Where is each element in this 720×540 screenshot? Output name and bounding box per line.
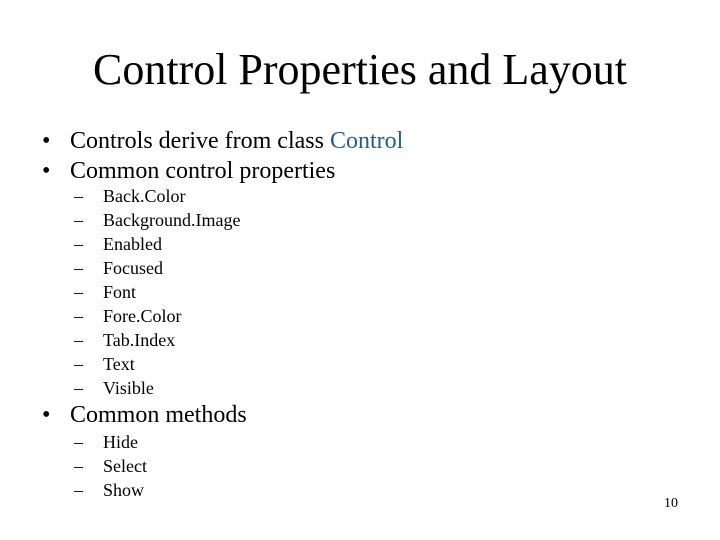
property-item	[74, 352, 135, 376]
dash-glyph: –	[74, 378, 83, 398]
property-item	[74, 232, 162, 256]
property-label: Tab.Index	[103, 330, 176, 350]
bullet-text: Controls derive from class	[70, 128, 330, 154]
property-item	[74, 280, 136, 304]
slide-title: Control Properties and Layout	[92, 45, 627, 94]
property-item	[74, 328, 175, 352]
property-label: Fore.Color	[103, 306, 182, 326]
dash-glyph: –	[74, 330, 83, 350]
property-label: Focused	[103, 258, 163, 278]
property-label: Back.Color	[103, 186, 186, 206]
dash-glyph: –	[74, 234, 83, 254]
dash-glyph: –	[74, 432, 83, 452]
method-item	[74, 454, 147, 478]
bullet-glyph: •	[42, 402, 51, 428]
dash-glyph: –	[74, 210, 83, 230]
bullet-common-properties	[42, 157, 335, 185]
property-label: Font	[103, 282, 137, 302]
bullet-common-methods	[42, 401, 247, 429]
bullet-glyph: •	[42, 158, 51, 184]
property-label: Visible	[103, 378, 154, 398]
bullet-text: Common methods	[70, 402, 247, 428]
method-label: Show	[103, 480, 145, 500]
bullet-controls-derive	[42, 127, 403, 155]
dash-glyph: –	[74, 258, 83, 278]
property-item	[74, 304, 182, 328]
dash-glyph: –	[74, 480, 83, 500]
property-label: Text	[103, 354, 135, 374]
dash-glyph: –	[74, 354, 83, 374]
bullet-text: Common control properties	[70, 158, 336, 184]
property-item	[74, 208, 240, 232]
control-class-name: Control	[329, 128, 404, 154]
method-item	[74, 478, 144, 502]
dash-glyph: –	[74, 282, 83, 302]
dash-glyph: –	[74, 306, 83, 326]
property-item	[74, 376, 154, 400]
method-item	[74, 430, 138, 454]
bullet-glyph: •	[42, 128, 51, 154]
property-label: Enabled	[103, 234, 162, 254]
dash-glyph: –	[74, 456, 83, 476]
method-label: Hide	[103, 432, 138, 452]
property-item	[74, 256, 163, 280]
page-number: 10	[664, 496, 678, 511]
property-item	[74, 184, 186, 208]
method-label: Select	[103, 456, 147, 476]
dash-glyph: –	[74, 186, 83, 206]
property-label: Background.Image	[103, 210, 241, 230]
